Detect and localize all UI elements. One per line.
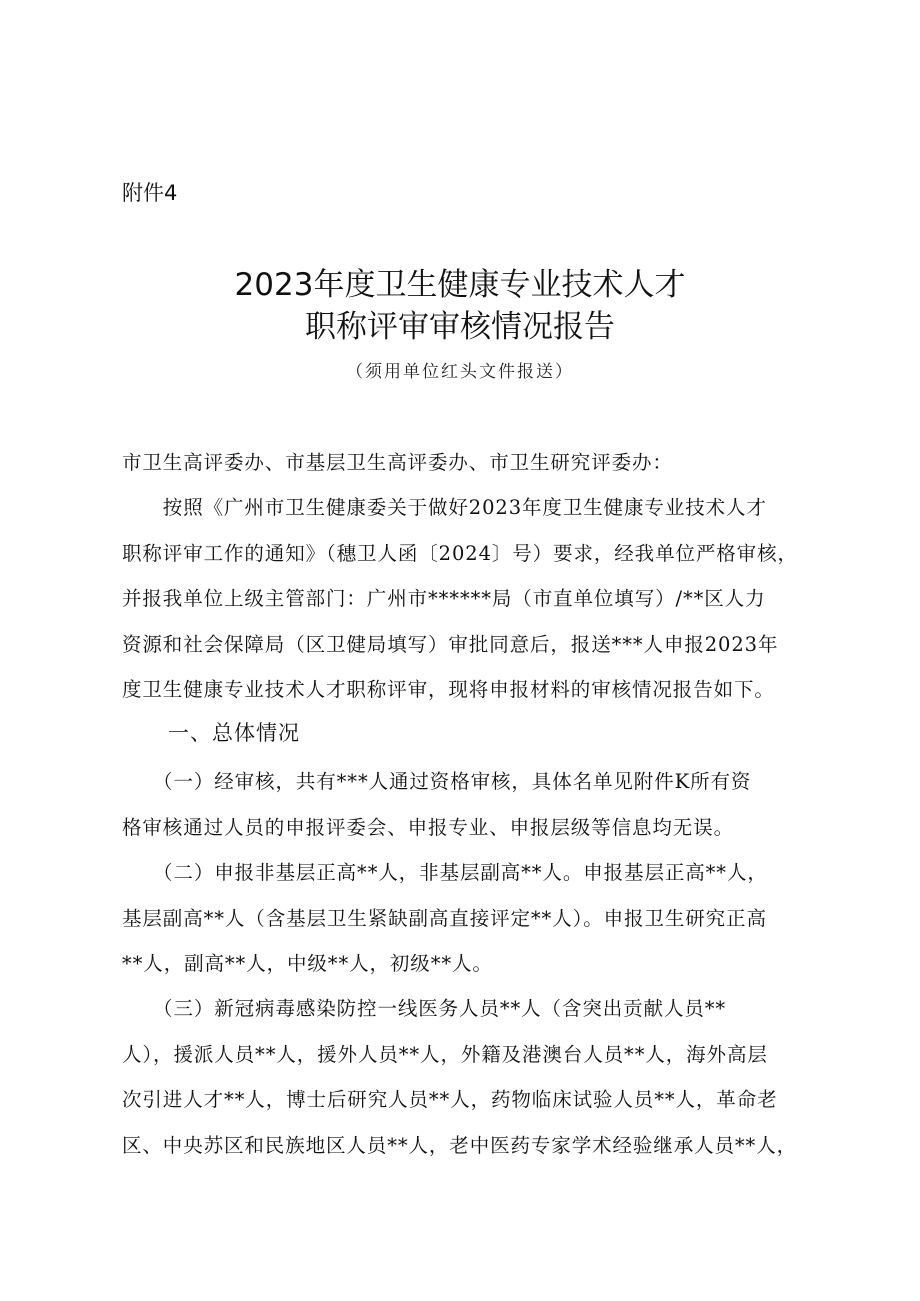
document-title-line-2: 职称评审审核情况报告	[305, 309, 615, 345]
item-3-line: 次引进人才**人，博士后研究人员**人，药物临床试验人员**人，革命老	[122, 1088, 778, 1111]
intro-line: 资源和社会保障局（区卫健局填写）审批同意后，报送***人申报2023年	[122, 633, 779, 656]
attachment-label: 附件4	[122, 181, 178, 205]
item-2-line: 基层副高**人（含基层卫生紧缺副高直接评定**人）。申报卫生研究正高	[122, 907, 767, 930]
document-subtitle: （须用单位红头文件报送）	[346, 362, 574, 382]
item-1-line: （一）经审核，共有***人通过资格审核，具体名单见附件K所有资	[122, 770, 752, 793]
item-2-line: （二）申报非基层正高**人，非基层副高**人。申报基层正高**人，	[122, 861, 768, 884]
item-3-line: （三）新冠病毒感染防控一线医务人员**人（含突出贡献人员**	[122, 997, 727, 1020]
intro-line: 按照《广州市卫生健康委关于做好2023年度卫生健康专业技术人才	[122, 496, 767, 519]
item-1-line: 格审核通过人员的申报评委会、申报专业、申报层级等信息均无误。	[122, 816, 735, 839]
intro-line: 职称评审工作的通知》（穗卫人函〔2024〕号）要求，经我单位严格审核，	[122, 542, 798, 565]
intro-line: 并报我单位上级主管部门：广州市******局（市直单位填写）/**区人力	[122, 587, 766, 610]
item-3-line: 人），援派人员**人，援外人员**人，外籍及港澳台人员**人，海外高层	[122, 1043, 768, 1066]
item-2-line: **人，副高**人，中级**人，初级**人。	[122, 952, 493, 975]
document-title-line-1: 2023年度卫生健康专业技术人才	[234, 267, 686, 303]
item-3-line: 区、中央苏区和民族地区人员**人，老中医药专家学术经验继承人员**人，	[122, 1134, 798, 1157]
section-heading-overview: 一、总体情况	[168, 721, 300, 745]
addressee-line: 市卫生高评委办、市基层卫生高评委办、市卫生研究评委办：	[122, 451, 673, 474]
intro-line: 度卫生健康专业技术人才职称评审，现将申报材料的审核情况报告如下。	[122, 678, 775, 701]
